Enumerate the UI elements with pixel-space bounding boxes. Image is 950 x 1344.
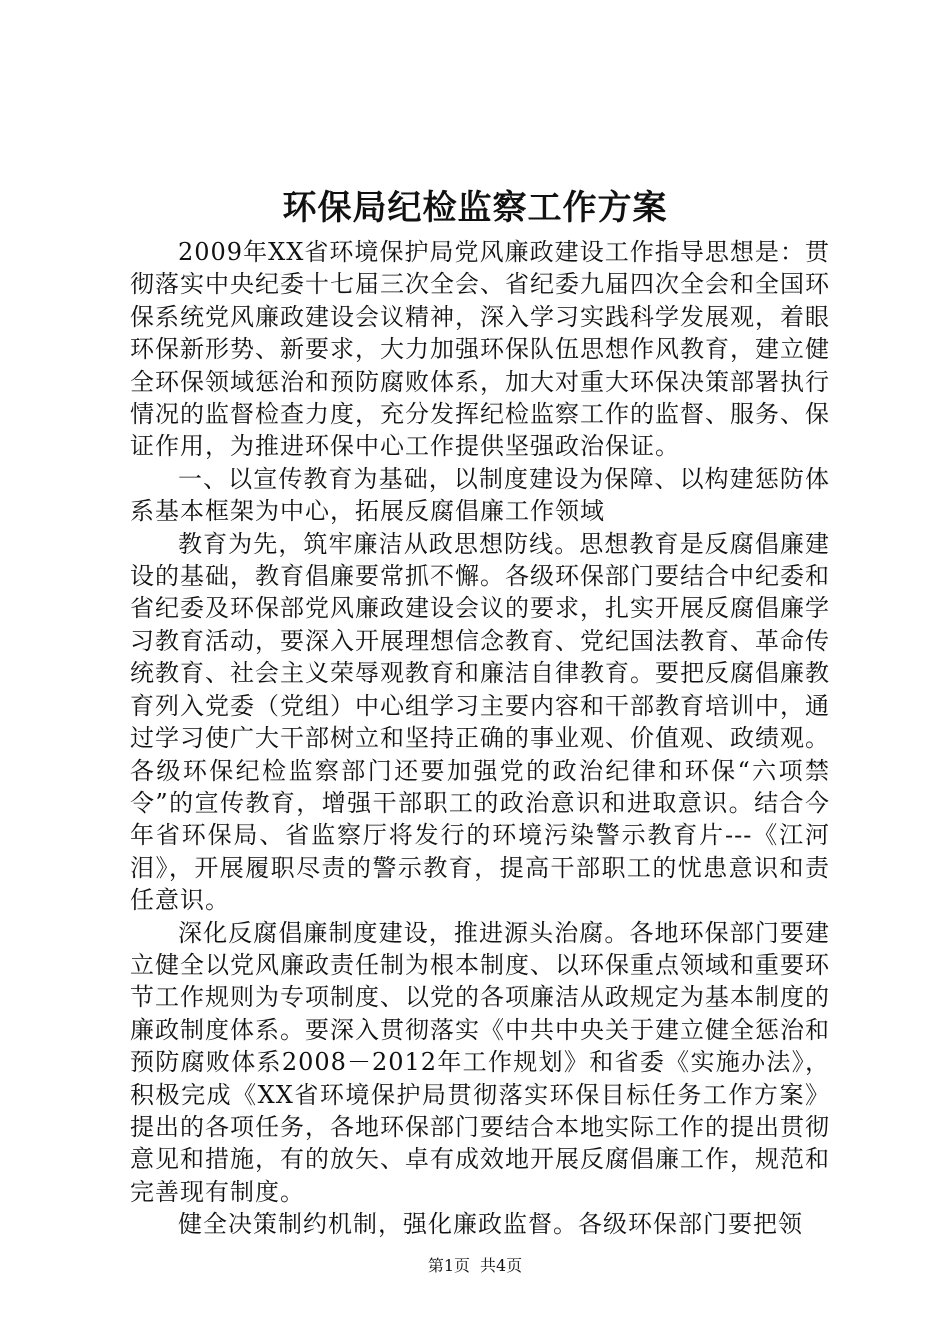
paragraph-system-building: 深化反腐倡廉制度建设，推进源头治腐。各地环保部门要建立健全以党风廉政责任制为根本制度、以环保重点领域和重要环节工作规则为专项制度、以党的各项廉洁从政规定为基本制度的廉政制度体系。要深入贯彻落实《中共中央关于建立健全惩治和预防腐败体系2008－2012年工作规划》和省委《实施办法》，积极完成《XX省环境保护局贯彻落实环保目标任务工作方案》提出的各项任务，各地环保部门要结合本地实际工作的提出贯彻意见和措施，有的放矢、卓有成效地开展反腐倡廉工作，规范和完善现有制度。 [130, 918, 830, 1206]
paragraph-guiding-principle: 2009年XX省环境保护局党风廉政建设工作指导思想是：贯彻落实中央纪委十七届三次全会、省纪委九届四次全会和全国环保系统党风廉政建设会议精神，深入学习实践科学发展观，着眼环保新形势、新要求，大力加强环保队伍思想作风教育，建立健全环保领域惩治和预防腐败体系，加大对重大环保决策部署执行情况的监督检查力度，充分发挥纪检监察工作的监督、服务、保证作用，为推进环保中心工作提供坚强政治保证。 [130, 238, 830, 461]
document-body [130, 236, 830, 1241]
paragraph-section-one-heading: 一、以宣传教育为基础，以制度建设为保障、以构建惩防体系基本框架为中心，拓展反腐倡廉工作领域 [130, 464, 830, 526]
page-footer [0, 1256, 950, 1276]
paragraph-education: 教育为先，筑牢廉洁从政思想防线。思想教育是反腐倡廉建设的基础，教育倡廉要常抓不懈。各级环保部门要结合中纪委和省纪委及环保部党风廉政建设会议的要求，扎实开展反腐倡廉学习教育活动，要深入开展理想信念教育、党纪国法教育、革命传统教育、社会主义荣辱观教育和廉洁自律教育。要把反腐倡廉教育列入党委（党组）中心组学习主要内容和干部教育培训中，通过学习使广大干部树立和坚持正确的事业观、价值观、政绩观。各级环保纪检监察部门还要加强党的政治纪律和环保“六项禁令”的宣传教育，增强干部职工的政治意识和进取意识。结合今年省环保局、省监察厅将发行的环境污染警示教育片---《江河泪》，开展履职尽责的警示教育，提高干部职工的忧患意识和责任意识。 [130, 529, 830, 915]
paragraph-decision-supervision: 健全决策制约机制，强化廉政监督。各级环保部门要把领 [178, 1210, 803, 1239]
document-title: 环保局纪检监察工作方案 [282, 188, 668, 228]
page-total: 共4页 [480, 1256, 523, 1275]
page-number: 第1页 [427, 1256, 470, 1275]
